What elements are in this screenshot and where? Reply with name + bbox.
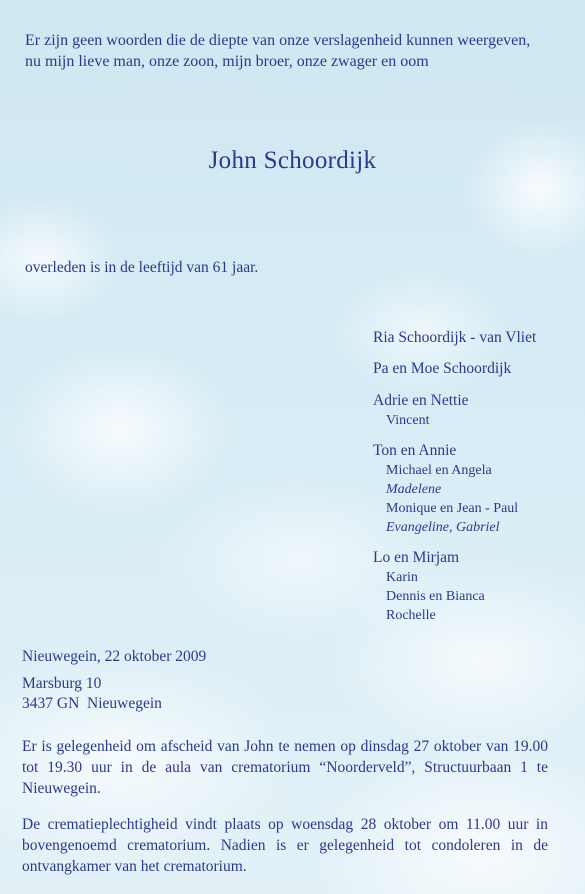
address-street: Marsburg 10 [22,675,102,692]
family-member: Evangeline, Gabriel [386,520,500,535]
address-block [22,674,162,714]
family-member: Madelene [386,482,442,497]
family-member: Dennis en Bianca [386,589,485,604]
family-group-name: Ria Schoordijk - van Vliet [373,329,537,346]
family-member: Rochelle [386,608,436,623]
family-group-name: Lo en Mirjam [373,549,460,566]
family-member: Monique en Jean - Paul [386,501,519,516]
age-line: overleden is in de leeftijd van 61 jaar. [25,259,259,276]
intro-line-1: Er zijn geen woorden die de diepte van onze verslagenheid kunnen weergeven, [25,32,531,49]
family-member: Vincent [386,413,430,428]
family-group [373,359,511,379]
deceased-name: John Schoordijk [208,147,377,174]
intro-line-2: nu mijn lieve man, onze zoon, mijn broer, onze zwager en oom [25,53,429,70]
place-date: Nieuwegein, 22 oktober 2009 [22,648,207,665]
family-group [373,441,518,537]
family-member: Michael en Angela [386,463,492,478]
family-group [373,391,469,430]
address-postal-city: 3437 GN Nieuwegein [22,695,162,712]
family-member: Karin [386,570,418,585]
family-group [373,328,536,348]
family-group-name: Pa en Moe Schoordijk [373,360,512,377]
family-group [373,548,485,625]
intro-text [25,30,560,72]
cremation-paragraph: De crematieplechtigheid vindt plaats op woensdag 28 oktober om 11.00 uur in bovengenoemd crematorium. Nadien is er gelegenheid tot condoleren in de ontvangkamer van het crematorium. [22,816,548,875]
family-group-name: Ton en Annie [373,442,457,459]
farewell-paragraph: Er is gelegenheid om afscheid van John te nemen op dinsdag 27 oktober van 19.00 tot 19.30 uur in de aula van crematorium “Noorderveld”, Structuurbaan 1 te Nieuwegein. [22,738,548,797]
family-group-name: Adrie en Nettie [373,392,469,409]
